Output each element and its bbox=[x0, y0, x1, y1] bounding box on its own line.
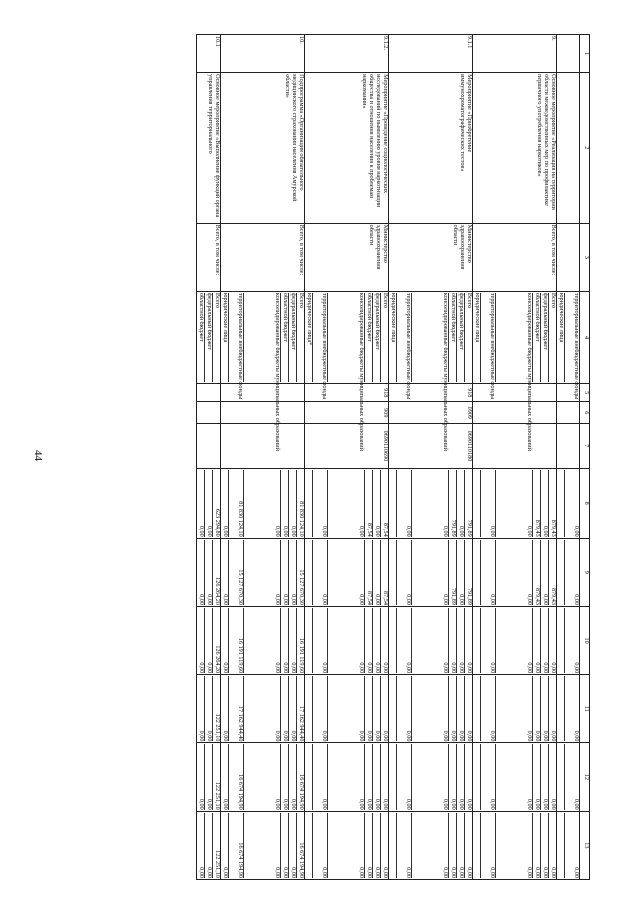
value-cell: 0,00 bbox=[564, 813, 579, 878]
value-cell: 0,00 bbox=[364, 608, 372, 673]
value-cell: 0,00 bbox=[480, 540, 495, 605]
value-cell: 0,00 bbox=[564, 470, 579, 537]
row-executor: Всего, в том числе: bbox=[221, 223, 305, 291]
value-column-11 bbox=[473, 675, 557, 743]
value-column-8 bbox=[221, 468, 305, 538]
csr-code: 0690110690 bbox=[305, 424, 389, 468]
value-cell: 0,00 bbox=[222, 525, 229, 537]
continuation-col-11 bbox=[557, 675, 580, 743]
value-cell: 0,00 bbox=[198, 798, 205, 810]
grbs-code bbox=[473, 384, 557, 402]
value-cell bbox=[557, 470, 564, 537]
value-cell: 15 127 670,30 bbox=[296, 540, 304, 605]
value-cell bbox=[473, 744, 480, 809]
value-cell: 0,00 bbox=[198, 594, 205, 605]
source-label: юридические лица* bbox=[306, 292, 313, 346]
value-cell bbox=[389, 608, 396, 673]
value-cell: 0,00 bbox=[456, 608, 464, 673]
value-cell: 0,00 bbox=[222, 594, 229, 605]
value-cell: 0,00 bbox=[280, 744, 288, 809]
value-cell: 126 264,20 bbox=[212, 608, 220, 673]
grbs-code: 918 bbox=[305, 384, 389, 402]
csr-code bbox=[197, 424, 221, 468]
value-cell bbox=[389, 540, 396, 605]
value-cell: 791,89 bbox=[464, 540, 472, 605]
value-column-13 bbox=[389, 811, 473, 879]
value-column-9 bbox=[221, 538, 305, 606]
column-number-row bbox=[580, 35, 590, 880]
continuation-col-13 bbox=[557, 811, 580, 879]
row-number: 9.1.1 bbox=[389, 35, 473, 73]
value-column-10 bbox=[221, 606, 305, 674]
value-cell: 0,00 bbox=[411, 470, 448, 537]
value-cell: 0,00 bbox=[411, 813, 448, 878]
source-label: территориальные внебюджетные фонды bbox=[480, 293, 495, 382]
value-column-10 bbox=[305, 606, 389, 674]
value-cell: 0,00 bbox=[456, 470, 464, 537]
program-row bbox=[305, 35, 389, 880]
value-cell: 0,00 bbox=[448, 608, 456, 673]
row-number: 10.1 bbox=[197, 35, 221, 73]
value-cell: 879,43 bbox=[548, 470, 556, 537]
value-cell: 0,00 bbox=[243, 813, 280, 878]
value-cell: 0,00 bbox=[464, 608, 472, 673]
value-column-9 bbox=[389, 538, 473, 606]
value-cell: 0,00 bbox=[364, 676, 372, 741]
value-cell: 0,00 bbox=[396, 470, 411, 537]
value-cell: 0,00 bbox=[280, 540, 288, 605]
value-column-12 bbox=[305, 743, 389, 811]
value-cell: 0,00 bbox=[532, 676, 540, 741]
budget-table bbox=[196, 34, 590, 880]
value-cell: 0,00 bbox=[495, 540, 532, 605]
value-cell bbox=[473, 813, 480, 878]
value-cell bbox=[473, 676, 480, 741]
value-cell: 0,00 bbox=[411, 540, 448, 605]
value-column-8 bbox=[305, 468, 389, 538]
value-cell: 87,54 bbox=[380, 540, 388, 605]
col-header-2: 2 bbox=[580, 73, 590, 224]
value-cell bbox=[557, 676, 564, 741]
value-cell: 0,00 bbox=[288, 608, 296, 673]
value-cell bbox=[389, 470, 396, 537]
value-cell: 0,00 bbox=[548, 608, 556, 673]
source-label: областной бюджет bbox=[448, 293, 456, 382]
value-cell: 0,00 bbox=[312, 813, 327, 878]
row-executor: Министерство здравоохранения области bbox=[389, 223, 473, 291]
col-header-12: 12 bbox=[580, 743, 590, 811]
value-cell: 0,00 bbox=[564, 744, 579, 809]
col-header-6: 6 bbox=[580, 402, 590, 424]
value-cell: 0,00 bbox=[327, 540, 364, 605]
value-column-9 bbox=[305, 538, 389, 606]
value-cell: 0,00 bbox=[288, 676, 296, 741]
value-cell: 0,00 bbox=[464, 813, 472, 878]
value-cell: 0,00 bbox=[222, 798, 229, 810]
value-cell: 0,00 bbox=[540, 470, 548, 537]
value-cell: 0,00 bbox=[243, 744, 280, 809]
value-cell bbox=[557, 608, 564, 673]
value-column-10 bbox=[197, 606, 221, 674]
source-label: областной бюджет bbox=[280, 293, 288, 382]
source-label: федеральный бюджет bbox=[456, 293, 464, 382]
value-cell: 0,00 bbox=[198, 525, 205, 537]
value-cell: 0,00 bbox=[364, 744, 372, 809]
csr-code bbox=[473, 424, 557, 468]
value-column-10 bbox=[473, 606, 557, 674]
source-label: консолидированные бюджеты муниципальных образований bbox=[411, 293, 448, 382]
value-cell: 0,00 bbox=[380, 676, 388, 741]
rzpr-code: 909 bbox=[305, 402, 389, 424]
source-label: Всего bbox=[296, 293, 304, 382]
value-cell: 0,00 bbox=[411, 608, 448, 673]
col-header-5: 5 bbox=[580, 384, 590, 402]
col-header-3: 3 bbox=[580, 223, 590, 291]
value-cell: 0,00 bbox=[548, 676, 556, 741]
source-label: областной бюджет bbox=[364, 293, 372, 382]
source-label: территориальные внебюджетные фонды bbox=[564, 293, 579, 382]
source-label: юридические лица bbox=[474, 292, 481, 343]
value-cell: 0,00 bbox=[495, 470, 532, 537]
value-cell: 0,00 bbox=[564, 608, 579, 673]
value-cell: 0,00 bbox=[198, 730, 205, 742]
value-column-11 bbox=[305, 675, 389, 743]
value-cell: 0,00 bbox=[532, 608, 540, 673]
value-cell bbox=[305, 676, 312, 741]
value-cell: 0,00 bbox=[564, 540, 579, 605]
value-cell: 791,89 bbox=[448, 540, 456, 605]
value-cell: 87,54 bbox=[380, 470, 388, 537]
value-cell: 0,00 bbox=[464, 744, 472, 809]
source-label: консолидированные бюджеты муниципальных образований bbox=[327, 293, 364, 382]
value-cell bbox=[305, 813, 312, 878]
value-column-12 bbox=[197, 743, 221, 811]
value-cell: 0,00 bbox=[448, 676, 456, 741]
value-cell: 0,00 bbox=[280, 676, 288, 741]
value-cell: 0,00 bbox=[243, 540, 280, 605]
value-column-11 bbox=[389, 675, 473, 743]
value-cell: 81 830 124,10 bbox=[228, 470, 243, 537]
value-cell: 0,00 bbox=[495, 676, 532, 741]
value-cell: 0,00 bbox=[396, 744, 411, 809]
value-column-12 bbox=[221, 743, 305, 811]
value-cell: 87,54 bbox=[364, 540, 372, 605]
value-column-13 bbox=[197, 811, 221, 879]
source-list bbox=[221, 291, 305, 451]
value-column-12 bbox=[389, 743, 473, 811]
value-cell bbox=[473, 608, 480, 673]
value-cell: 0,00 bbox=[222, 662, 229, 674]
value-cell bbox=[557, 813, 564, 878]
value-cell: 16 674 194,90 bbox=[228, 813, 243, 878]
value-cell: 791,89 bbox=[448, 470, 456, 537]
program-row bbox=[197, 35, 221, 880]
value-cell: 0,00 bbox=[204, 608, 212, 673]
value-cell: 791,89 bbox=[464, 470, 472, 537]
row-number: 9. bbox=[473, 35, 557, 73]
value-cell: 17 162 944,40 bbox=[228, 676, 243, 741]
table-body bbox=[197, 35, 580, 880]
value-cell bbox=[473, 470, 480, 537]
value-column-8 bbox=[389, 468, 473, 538]
row-number: 10. bbox=[221, 35, 305, 73]
value-cell: 879,43 bbox=[532, 470, 540, 537]
value-cell: 0,00 bbox=[327, 676, 364, 741]
value-cell: 0,00 bbox=[243, 676, 280, 741]
value-cell: 16 191 119,60 bbox=[296, 608, 304, 673]
value-column-9 bbox=[197, 538, 221, 606]
value-cell: 17 162 944,40 bbox=[296, 676, 304, 741]
value-column-11 bbox=[221, 675, 305, 743]
rzpr-code bbox=[197, 402, 221, 424]
value-cell: 0,00 bbox=[532, 813, 540, 878]
value-cell: 0,00 bbox=[495, 608, 532, 673]
source-label: федеральный бюджет bbox=[540, 293, 548, 382]
value-cell: 0,00 bbox=[312, 540, 327, 605]
value-cell bbox=[305, 744, 312, 809]
program-row bbox=[473, 35, 557, 880]
value-cell bbox=[389, 676, 396, 741]
value-cell: 0,00 bbox=[448, 744, 456, 809]
source-label: территориальные внебюджетные фонды bbox=[312, 293, 327, 382]
value-cell: 0,00 bbox=[564, 676, 579, 741]
program-row bbox=[389, 35, 473, 880]
value-cell bbox=[389, 813, 396, 878]
rotated-table-wrapper bbox=[90, 34, 590, 880]
value-cell bbox=[557, 540, 564, 605]
source-label: юридические лица bbox=[390, 292, 397, 343]
value-cell: 0,00 bbox=[456, 540, 464, 605]
source-label: Всего bbox=[380, 293, 388, 382]
value-cell: 0,00 bbox=[456, 744, 464, 809]
continuation-col-10 bbox=[557, 606, 580, 674]
value-cell: 0,00 bbox=[380, 813, 388, 878]
value-cell: 87,54 bbox=[364, 470, 372, 537]
source-label: областной бюджет bbox=[198, 292, 205, 342]
source-label: Всего bbox=[548, 293, 556, 382]
continuation-sources bbox=[557, 291, 580, 400]
value-cell: 0,00 bbox=[198, 662, 205, 674]
value-cell: 0,00 bbox=[288, 813, 296, 878]
source-label: федеральный бюджет bbox=[288, 293, 296, 382]
row-name: Мероприятие «Проведение социологических исследований по выявлению уровня наркотизации общества и отношения населения к проблемам наркомании» bbox=[305, 73, 389, 224]
source-label: федеральный бюджет bbox=[372, 293, 380, 382]
row-executor: Министерство здравоохранения области bbox=[305, 223, 389, 291]
row-name: Основное мероприятие «Выполнение функций органа управления территориального bbox=[197, 73, 221, 224]
value-cell: 0,00 bbox=[280, 470, 288, 537]
value-cell: 0,00 bbox=[372, 813, 380, 878]
value-cell: 0,00 bbox=[411, 676, 448, 741]
value-column-8 bbox=[197, 468, 221, 538]
value-cell: 0,00 bbox=[548, 744, 556, 809]
grbs-code bbox=[221, 384, 305, 402]
source-label: территориальные внебюджетные фонды bbox=[396, 293, 411, 382]
csr-code: 0690110180 bbox=[389, 424, 473, 468]
continuation-col-12 bbox=[557, 743, 580, 811]
value-cell: 126 264,20 bbox=[212, 540, 220, 605]
value-cell: 122 251,10 bbox=[212, 744, 220, 809]
value-cell: 0,00 bbox=[198, 867, 205, 878]
value-cell: 16 674 194,90 bbox=[296, 813, 304, 878]
source-label: территориальные внебюджетные фонды bbox=[228, 293, 243, 382]
value-cell bbox=[389, 744, 396, 809]
source-list bbox=[473, 291, 557, 451]
value-cell: 623 294,80 bbox=[212, 470, 220, 537]
col-header-4: 4 bbox=[580, 291, 590, 383]
value-column-13 bbox=[473, 811, 557, 879]
value-cell: 0,00 bbox=[396, 540, 411, 605]
rzpr-code bbox=[221, 402, 305, 424]
value-cell: 0,00 bbox=[380, 608, 388, 673]
col-header-11: 11 bbox=[580, 675, 590, 743]
col-header-8: 8 bbox=[580, 468, 590, 538]
value-column-10 bbox=[389, 606, 473, 674]
value-cell: 0,00 bbox=[495, 744, 532, 809]
value-cell: 0,00 bbox=[480, 676, 495, 741]
value-cell: 0,00 bbox=[312, 470, 327, 537]
value-cell: 0,00 bbox=[372, 676, 380, 741]
col-header-10: 10 bbox=[580, 606, 590, 674]
value-cell: 15 127 670,30 bbox=[228, 540, 243, 605]
source-label: областной бюджет bbox=[532, 293, 540, 382]
source-label: федеральный бюджет bbox=[204, 293, 212, 382]
value-cell bbox=[557, 744, 564, 809]
value-cell: 0,00 bbox=[204, 813, 212, 878]
value-cell: 16 674 194,90 bbox=[296, 744, 304, 809]
value-cell bbox=[305, 470, 312, 537]
value-cell: 0,00 bbox=[396, 813, 411, 878]
row-name: Основное мероприятие «Реализация на территории области межведомственных мер по профилактике первичного употребления наркотиков» bbox=[473, 73, 557, 224]
value-cell: 0,00 bbox=[540, 540, 548, 605]
value-cell: 0,00 bbox=[456, 813, 464, 878]
value-column-13 bbox=[221, 811, 305, 879]
value-cell: 0,00 bbox=[288, 540, 296, 605]
value-cell: 0,00 bbox=[312, 744, 327, 809]
value-cell: 0,00 bbox=[540, 744, 548, 809]
value-cell: 0,00 bbox=[222, 730, 229, 742]
value-cell: 0,00 bbox=[204, 676, 212, 741]
value-column-12 bbox=[473, 743, 557, 811]
value-cell: 0,00 bbox=[372, 744, 380, 809]
value-cell: 0,00 bbox=[327, 470, 364, 537]
value-cell: 0,00 bbox=[464, 676, 472, 741]
value-cell: 0,00 bbox=[411, 744, 448, 809]
source-label: консолидированные бюджеты муниципальных образований bbox=[495, 293, 532, 382]
value-cell: 0,00 bbox=[456, 676, 464, 741]
value-cell: 0,00 bbox=[312, 608, 327, 673]
col-header-9: 9 bbox=[580, 538, 590, 606]
program-row bbox=[221, 35, 305, 880]
value-cell: 0,00 bbox=[204, 470, 212, 537]
rzpr-code: 0909 bbox=[389, 402, 473, 424]
value-cell: 0,00 bbox=[204, 540, 212, 605]
source-label: юридические лица bbox=[222, 292, 229, 343]
value-cell bbox=[305, 540, 312, 605]
value-cell: 0,00 bbox=[396, 676, 411, 741]
csr-code bbox=[221, 424, 305, 468]
source-label: консолидированные бюджеты муниципальных образований bbox=[243, 293, 280, 382]
value-cell: 0,00 bbox=[380, 744, 388, 809]
value-cell: 0,00 bbox=[495, 813, 532, 878]
value-cell: 0,00 bbox=[288, 744, 296, 809]
value-cell: 81 830 124,10 bbox=[296, 470, 304, 537]
value-cell: 0,00 bbox=[480, 608, 495, 673]
value-cell: 0,00 bbox=[480, 813, 495, 878]
value-cell: 0,00 bbox=[204, 744, 212, 809]
value-cell: 0,00 bbox=[327, 744, 364, 809]
source-label: Всего bbox=[212, 293, 220, 382]
grbs-code bbox=[197, 384, 221, 402]
value-cell: 122 251,10 bbox=[212, 676, 220, 741]
value-cell: 879,43 bbox=[548, 540, 556, 605]
value-cell: 0,00 bbox=[364, 813, 372, 878]
value-cell: 0,00 bbox=[372, 540, 380, 605]
value-cell: 0,00 bbox=[532, 744, 540, 809]
value-cell: 0,00 bbox=[280, 813, 288, 878]
value-cell: 0,00 bbox=[372, 470, 380, 537]
value-cell: 0,00 bbox=[448, 813, 456, 878]
value-cell: 0,00 bbox=[327, 813, 364, 878]
value-cell bbox=[305, 608, 312, 673]
grbs-code: 918 bbox=[389, 384, 473, 402]
value-cell: 0,00 bbox=[280, 608, 288, 673]
value-cell: 0,00 bbox=[540, 608, 548, 673]
continuation-col-8 bbox=[557, 468, 580, 538]
row-number: 9.1.2. bbox=[305, 35, 389, 73]
value-cell: 0,00 bbox=[327, 608, 364, 673]
value-cell: 879,43 bbox=[532, 540, 540, 605]
value-cell: 122 251,10 bbox=[212, 813, 220, 878]
row-name: Подпрограмма «Организация обязательного медицинского страхования населения Амурской области» bbox=[221, 73, 305, 224]
continuation-row bbox=[557, 35, 580, 880]
value-cell: 0,00 bbox=[372, 608, 380, 673]
rzpr-code bbox=[473, 402, 557, 424]
value-cell: 0,00 bbox=[222, 867, 229, 878]
value-column-9 bbox=[473, 538, 557, 606]
continuation-col-9 bbox=[557, 538, 580, 606]
row-executor: Всего, в том числе: bbox=[473, 223, 557, 291]
value-cell: 16 191 119,60 bbox=[228, 608, 243, 673]
value-cell: 0,00 bbox=[548, 813, 556, 878]
value-column-8 bbox=[473, 468, 557, 538]
row-executor: Всего, в том числе: bbox=[197, 223, 221, 291]
value-cell: 0,00 bbox=[396, 608, 411, 673]
value-column-13 bbox=[305, 811, 389, 879]
col-header-7: 7 bbox=[580, 424, 590, 468]
value-column-11 bbox=[197, 675, 221, 743]
value-cell: 0,00 bbox=[243, 470, 280, 537]
value-cell bbox=[473, 540, 480, 605]
source-label: Всего bbox=[464, 293, 472, 382]
value-cell: 0,00 bbox=[243, 608, 280, 673]
value-cell: 0,00 bbox=[540, 813, 548, 878]
source-list bbox=[197, 291, 221, 383]
value-cell: 0,00 bbox=[288, 470, 296, 537]
row-name: Мероприятие «Приобретение иммунохроматографических тестов» bbox=[389, 73, 473, 224]
source-label: юридические лица bbox=[558, 292, 565, 343]
page-number: 44 bbox=[32, 450, 44, 461]
value-cell: 0,00 bbox=[540, 676, 548, 741]
col-header-1: 1 bbox=[580, 35, 590, 73]
value-cell: 16 674 194,90 bbox=[228, 744, 243, 809]
value-cell: 0,00 bbox=[480, 470, 495, 537]
value-cell: 0,00 bbox=[312, 676, 327, 741]
value-cell: 0,00 bbox=[480, 744, 495, 809]
col-header-13: 13 bbox=[580, 811, 590, 879]
